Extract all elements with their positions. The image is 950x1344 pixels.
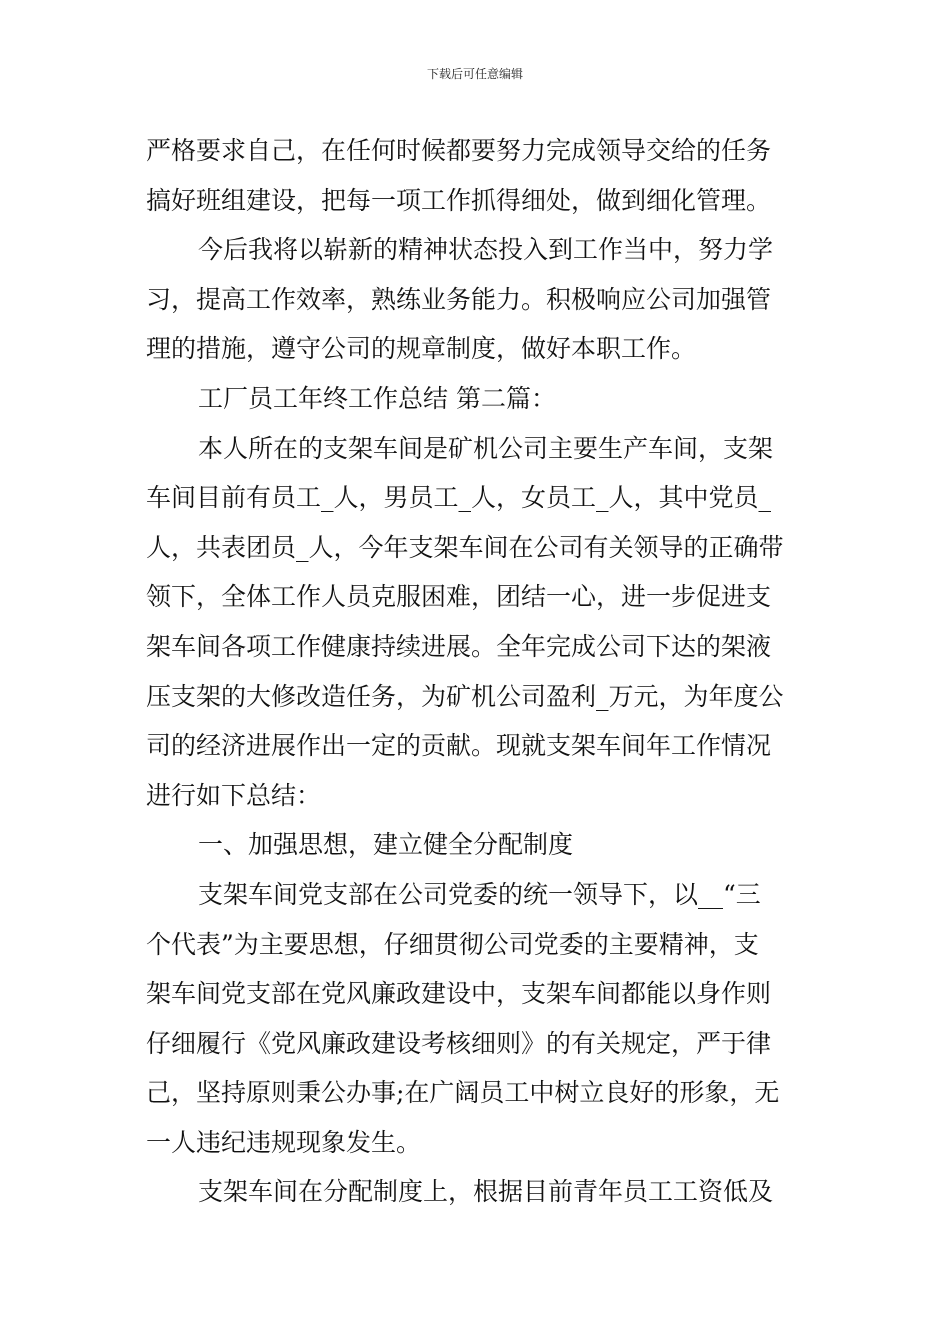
text-line: 习，提高工作效率，熟练业务能力。积极响应公司加强管 <box>146 284 772 314</box>
paragraph-start-line: 今后我将以崭新的精神状态投入到工作当中，努力学 <box>198 235 774 265</box>
text-line: 司的经济进展作出一定的贡献。现就支架车间年工作情况 <box>146 731 772 761</box>
text-line: 领下，全体工作人员克服困难，团结一心，进一步促进支 <box>146 582 772 612</box>
paragraph-start-line: 支架车间在分配制度上，根据目前青年员工工资低及 <box>198 1177 774 1207</box>
text-line: 仔细履行《党风廉政建设考核细则》的有关规定，严于律 <box>146 1028 772 1058</box>
text-line: 严格要求自己，在任何时候都要努力完成领导交给的任务 <box>146 136 772 165</box>
page-header: 下载后可任意编辑 <box>426 67 523 81</box>
text-line: 一人违纪违规现象发生。 <box>146 1127 422 1157</box>
subsection-heading: 一、加强思想，建立健全分配制度 <box>198 830 574 860</box>
text-line: 个代表”为主要思想，仔细贯彻公司党委的主要精神，支 <box>146 929 759 959</box>
text-line: 压支架的大修改造任务，为矿机公司盈利_万元，为年度公 <box>146 681 784 711</box>
text-line: 架车间党支部在党风廉政建设中，支架车间都能以身作则 <box>146 979 772 1009</box>
text-line: 己，坚持原则秉公办事;在广阔员工中树立良好的形象，无 <box>146 1078 780 1108</box>
text-line: 理的措施，遵守公司的规章制度，做好本职工作。 <box>146 334 697 364</box>
section-heading: 工厂员工年终工作总结 第二篇： <box>198 383 556 413</box>
paragraph-start-line: 本人所在的支架车间是矿机公司主要生产车间，支架 <box>198 433 774 463</box>
text-line: 架车间各项工作健康持续进展。全年完成公司下达的架液 <box>146 631 772 661</box>
text-line: 搞好班组建设，把每一项工作抓得细处，做到细化管理。 <box>146 185 772 215</box>
document-body <box>146 126 811 1217</box>
paragraph-start-line: 支架车间党支部在公司党委的统一领导下，以__“三 <box>198 879 761 909</box>
text-line: 车间目前有员工_人，男员工_人，女员工_人，其中党员_ <box>146 483 772 513</box>
text-line: 进行如下总结： <box>146 780 322 810</box>
text-line: 人，共表团员_人，今年支架车间在公司有关领导的正确带 <box>146 532 784 562</box>
